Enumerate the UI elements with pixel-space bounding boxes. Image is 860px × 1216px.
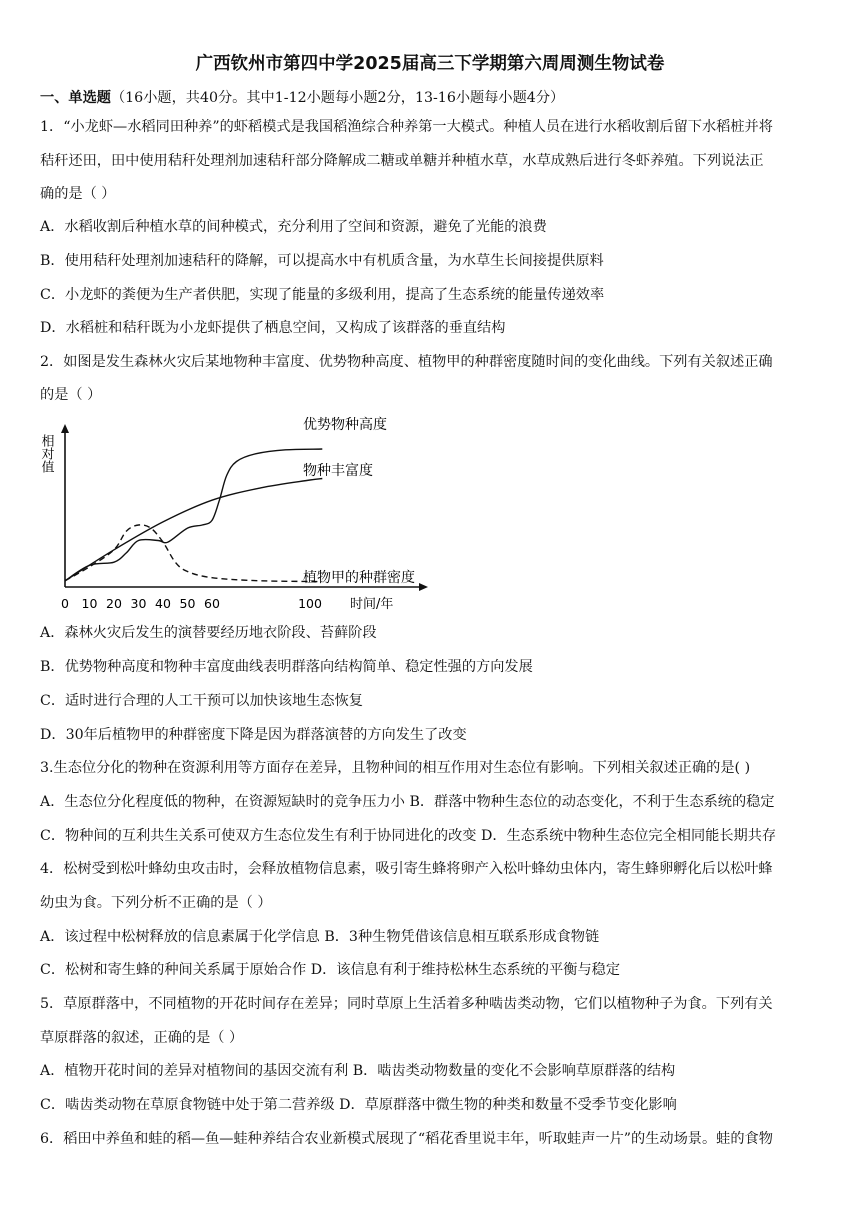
q5-options-ab: A．植物开花时间的差异对植物间的基因交流有利 B．啮齿类动物数量的变化不会影响草原群落的结构 [40, 1063, 676, 1079]
species-richness-curve [65, 479, 322, 581]
x-tick-label: 100 [298, 596, 322, 611]
q1-stem-line2: 秸秆还田，田中使用秸秆处理剂加速秸秆部分降解成二糖或单糖并种植水草，水草成熟后进行冬虾养殖。下列说法正 [40, 153, 764, 169]
q2-option-d: D．30年后植物甲的种群密度下降是因为群落演替的方向发生了改变 [40, 727, 467, 743]
q5-options-cd: C．啮齿类动物在草原食物链中处于第二营养级 D．草原群落中微生物的种类和数量不受季节变化影响 [40, 1097, 677, 1113]
q2-stem-line1: 2．如图是发生森林火灾后某地物种丰富度、优势物种高度、植物甲的种群密度随时间的变化曲线。下列有关叙述正确 [40, 354, 773, 370]
q2-option-a: A．森林火灾后发生的演替要经历地衣阶段、苔藓阶段 [40, 625, 377, 641]
q2-option-c: C．适时进行合理的人工干预可以加快该地生态恢复 [40, 693, 363, 709]
series-label: 物种丰富度 [303, 463, 373, 479]
q1-option-c: C．小龙虾的粪便为生产者供肥，实现了能量的多级利用，提高了生态系统的能量传递效率 [40, 287, 605, 303]
q5-stem-line2: 草原群落的叙述，正确的是（ ） [40, 1030, 244, 1046]
q1-stem-line1: 1．“小龙虾—水稻同田种养”的虾稻模式是我国稻渔综合种养第一大模式。种植人员在进行水稻收割后留下水稻桩并将 [40, 119, 773, 135]
x-tick-label: 0 [61, 596, 69, 611]
section-header [40, 88, 830, 108]
q4-stem-line1: 4．松树受到松叶蜂幼虫攻击时，会释放植物信息素，吸引寄生蜂将卵产入松叶蜂幼虫体内，寄生蜂卵孵化后以松叶蜂 [40, 861, 773, 877]
q3-options-cd: C．物种间的互利共生关系可使双方生态位发生有利于协同进化的改变 D．生态系统中物种生态位完全相同能长期共存 [40, 828, 777, 844]
q4-options-cd: C．松树和寄生蜂的种间关系属于原始合作 D．该信息有利于维持松林生态系统的平衡与稳定 [40, 962, 621, 978]
x-tick-label: 60 [204, 596, 220, 611]
x-tick-label: 30 [130, 596, 147, 611]
x-tick-label: 20 [106, 596, 122, 611]
q2-option-b: B．优势物种高度和物种丰富度曲线表明群落向结构简单、稳定性强的方向发展 [40, 659, 533, 675]
q1-option-a: A．水稻收割后种植水草的间种模式，充分利用了空间和资源，避免了光能的浪费 [40, 219, 547, 235]
x-tick-label: 10 [81, 596, 98, 611]
x-axis-label: 时间/年 [350, 597, 394, 612]
page-title: 广西钦州市第四中学2025届高三下学期第六周周测生物试卷 [195, 54, 665, 74]
q6-stem-line1: 6．稻田中养鱼和蛙的稻—鱼—蛙种养结合农业新模式展现了“稻花香里说丰年，听取蛙声一片”的生动场景。蛙的食物 [40, 1131, 773, 1147]
q1-stem-line3: 确的是（ ） [40, 186, 116, 202]
x-tick-label: 40 [155, 596, 171, 611]
q4-stem-line2: 幼虫为食。下列分析不正确的是（ ） [40, 895, 272, 911]
q4-options-ab: A．该过程中松树释放的信息素属于化学信息 B．3种生物凭借该信息相互联系形成食物链 [40, 929, 600, 945]
q2-stem-line2: 的是（ ） [40, 387, 102, 403]
q1-option-d: D．水稻桩和秸秆既为小龙虾提供了栖息空间，又构成了该群落的垂直结构 [40, 320, 506, 336]
q1-option-b: B．使用秸秆处理剂加速秸秆的降解，可以提高水中有机质含量，为水草生长间接提供原料 [40, 253, 604, 269]
q5-stem-line1: 5．草原群落中，不同植物的开花时间存在差异；同时草原上生活着多种啮齿类动物，它们以植物种子为食。下列有关 [40, 996, 773, 1012]
section-label: 一、单选题 [40, 90, 111, 106]
q3-stem: 3.生态位分化的物种在资源利用等方面存在差异，且物种间的相互作用对生态位有影响。下列相关叙述正确的是( ) [40, 760, 751, 776]
y-axis-label: 相对值 [38, 434, 54, 473]
y-axis-arrow [61, 424, 69, 433]
x-tick-label: 50 [179, 596, 196, 611]
q3-options-ab: A．生态位分化程度低的物种，在资源短缺时的竞争压力小 B．群落中物种生态位的动态变化，不利于生态系统的稳定 [40, 794, 775, 810]
series-label: 植物甲的种群密度 [303, 570, 415, 586]
succession-chart [38, 412, 438, 617]
plant-a-density-curve [65, 525, 322, 582]
section-note: （16小题，共40分。其中1-12小题每小题2分，13-16小题每小题4分） [110, 90, 565, 106]
series-label: 优势物种高度 [303, 417, 387, 433]
x-axis-arrow [419, 583, 428, 591]
dominant-height-curve [65, 449, 322, 581]
